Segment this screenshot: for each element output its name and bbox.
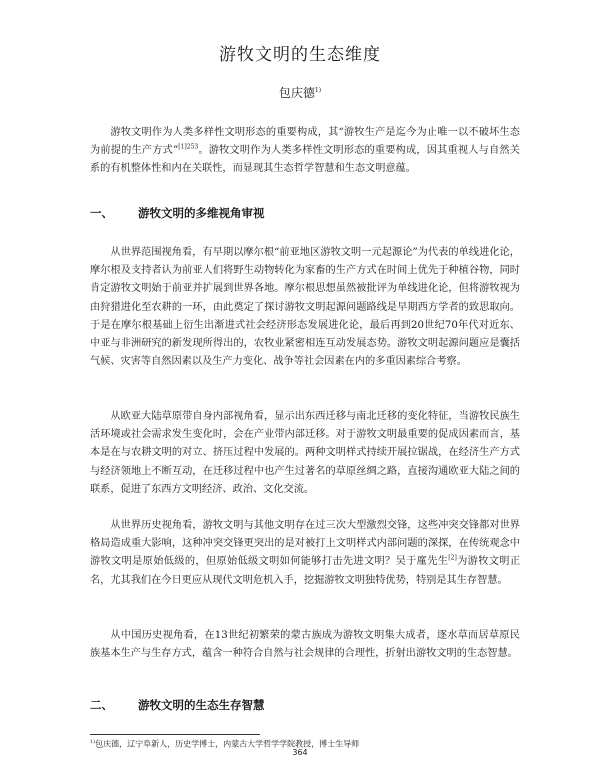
author-line (0, 84, 600, 101)
paragraph-eurasia-view: 从欧亚大陆草原带自身内部视角看，显示出东西迁移与南北迁移的变化特征，当游牧民族生活环境或社会需求发生变化时，会在产业带内部迁移。对于游牧文明最重要的促成因素而言，基本是在与农耕文明的对立、挤压过程中发展的。两种文明样式持续开展拉锯战，在经济生产方式与经济领地上不断互动，在迁移过程中也产生过著名的草原丝绸之路，直接沟通欧亚大陆之间的联系，促进了东西方文明经济、政治、文化交流。 (90, 411, 520, 495)
section-number-1: 一、 (90, 206, 113, 220)
footnote-text: 包庆德，辽宁阜新人，历史学博士，内蒙古大学哲学学院教授，博士生导师 (95, 739, 360, 749)
intro-text-before: 游牧文明作为人类多样性文明形态的重要构成，其“游牧生产是迄今为止唯一以不破坏生态为前提的生产方式” (90, 127, 520, 157)
intro-citation: [1]253 (178, 143, 199, 151)
author-mark: 1) (314, 87, 322, 94)
footnote-mark: 1) (90, 739, 96, 745)
intro-paragraph (90, 124, 520, 179)
section-title-1: 游牧文明的多维视角审视 (138, 206, 265, 220)
section-heading-2 (90, 697, 520, 713)
paragraph-history-view (90, 517, 520, 590)
history-text-before: 从世界历史视角看，游牧文明与其他文明存在过三次大型激烈交锋，这些冲突交锋都对世界格局造成重大影响，这种冲突交锋更突出的是对被打上文明样式内部问题的深探，在传统观念中游牧文明是原始低级的，但原始低级文明如何能够打击先进文明？吴于廑先生 (90, 520, 520, 568)
history-text-after: 为游牧文明正名，尤其我们在今日更应从现代文明危机入手，挖掘游牧文明独特优势，特别是其生存智慧。 (90, 556, 521, 586)
paragraph-world-view: 从世界范围视角看，有早期以摩尔根“前亚地区游牧文明一元起源论”为代表的单线进化论，摩尔根及支持者认为前亚人们将野生动物转化为家畜的生产方式在时间上优先于种植谷物，同时肯定游牧文明始于前亚并扩展到世界各地。摩尔根思想虽然被批评为单线进化论，但将游牧视为由狩猎进化至农耕的一环，由此奠定了探讨游牧文明起源问题路线是早期西方学者的致思取向。于是在摩尔根基础上衍生出渐进式社会经济形态发展进化论，最后再到20世纪70年代对近东、中亚与非洲研究的新发现所得出的，农牧业紧密相连互动发展态势。游牧文明起源问题应是囊括气候、灾害等自然因素以及生产力变化、战争等社会因素在内的多重因素综合考察。 (90, 247, 520, 368)
history-citation: [2] (448, 555, 457, 563)
section-heading-1 (90, 205, 520, 221)
paragraph-china-view: 从中国历史视角看，在13世纪初繁荣的蒙古族成为游牧文明集大成者，逐水草而居草原民族基本生产与生存方式，蕴含一种符合自然与社会规律的合理性，折射出游牧文明的生态智慧。 (90, 630, 520, 660)
footnote-divider (90, 734, 260, 735)
page-number: 364 (292, 748, 308, 757)
section-title-2: 游牧文明的生态生存智慧 (138, 698, 265, 712)
author-name: 包庆德 (278, 86, 315, 100)
intro-text-after: 。游牧文明作为人类多样性文明形态的重要构成，因其重视人与自然关系的有机整体性和内在关联性，而显现其生态哲学智慧和生态文明意蕴。 (90, 145, 520, 175)
section-number-2: 二、 (90, 698, 113, 712)
page-title: 游牧文明的生态维度 (219, 45, 381, 65)
